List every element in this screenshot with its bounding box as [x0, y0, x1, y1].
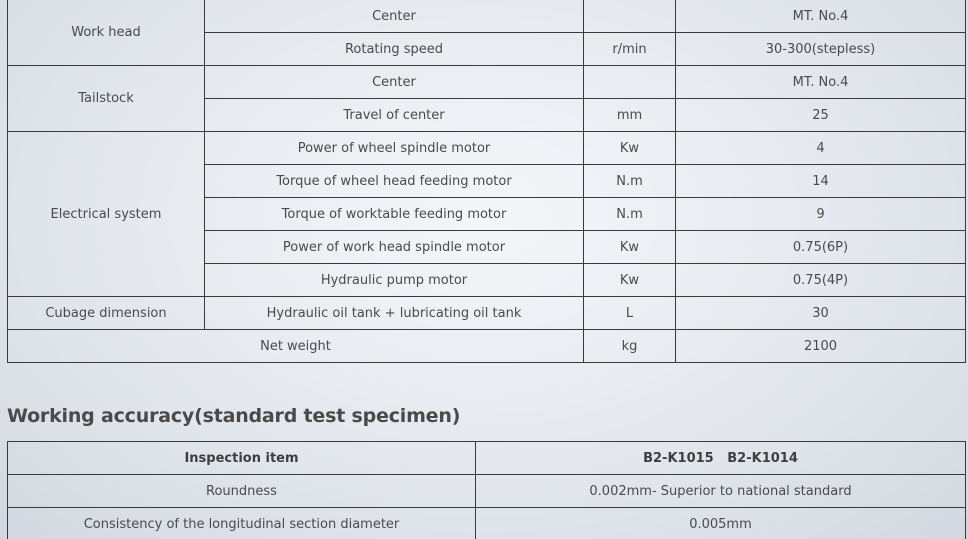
spec-value: MT. No.4: [676, 66, 966, 99]
group-label: Cubage dimension: [8, 297, 205, 330]
spec-item: Center: [205, 66, 584, 99]
spec-item: Center: [205, 0, 584, 33]
spec-item: Torque of wheel head feeding motor: [205, 165, 584, 198]
inspection-value: 0.005mm: [476, 508, 966, 539]
spec-item: Torque of worktable feeding motor: [205, 198, 584, 231]
spec-item: Travel of center: [205, 99, 584, 132]
spec-item: Rotating speed: [205, 33, 584, 66]
column-header-models: B2-K1015 B2-K1014: [476, 442, 966, 475]
group-label: Work head: [8, 0, 205, 66]
column-header-item: Inspection item: [8, 442, 476, 475]
inspection-item: Roundness: [8, 475, 476, 508]
spec-unit: N.m: [584, 198, 676, 231]
spec-item: Power of wheel spindle motor: [205, 132, 584, 165]
table-row: [8, 330, 966, 363]
spec-unit: Kw: [584, 132, 676, 165]
table-row: [8, 0, 966, 33]
table-row: [8, 475, 966, 508]
spec-value: 0.75(4P): [676, 264, 966, 297]
spec-item: Hydraulic oil tank + lubricating oil tank: [205, 297, 584, 330]
spec-unit: [584, 0, 676, 33]
spec-value: 0.75(6P): [676, 231, 966, 264]
table-row: [8, 297, 966, 330]
spec-table: [7, 0, 966, 363]
spec-item: Power of work head spindle motor: [205, 231, 584, 264]
net-weight-value: 2100: [676, 330, 966, 363]
spec-unit: N.m: [584, 165, 676, 198]
spec-value: 25: [676, 99, 966, 132]
spec-item: Hydraulic pump motor: [205, 264, 584, 297]
inspection-value: 0.002mm- Superior to national standard: [476, 475, 966, 508]
table-header-row: [8, 442, 966, 475]
spec-value: 14: [676, 165, 966, 198]
spec-value: MT. No.4: [676, 0, 966, 33]
table-row: [8, 66, 966, 99]
table-row: [8, 508, 966, 539]
inspection-item: Consistency of the longitudinal section diameter: [8, 508, 476, 539]
group-label: Tailstock: [8, 66, 205, 132]
section-title: Working accuracy(standard test specimen): [7, 405, 461, 427]
table-row: [8, 132, 966, 165]
spec-unit: mm: [584, 99, 676, 132]
net-weight-unit: kg: [584, 330, 676, 363]
accuracy-table: [7, 441, 966, 539]
spec-unit: [584, 66, 676, 99]
net-weight-label: Net weight: [8, 330, 584, 363]
spec-unit: Kw: [584, 231, 676, 264]
spec-value: 4: [676, 132, 966, 165]
spec-value: 9: [676, 198, 966, 231]
spec-unit: r/min: [584, 33, 676, 66]
spec-value: 30-300(stepless): [676, 33, 966, 66]
spec-unit: L: [584, 297, 676, 330]
group-label: Electrical system: [8, 132, 205, 297]
spec-unit: Kw: [584, 264, 676, 297]
spec-value: 30: [676, 297, 966, 330]
